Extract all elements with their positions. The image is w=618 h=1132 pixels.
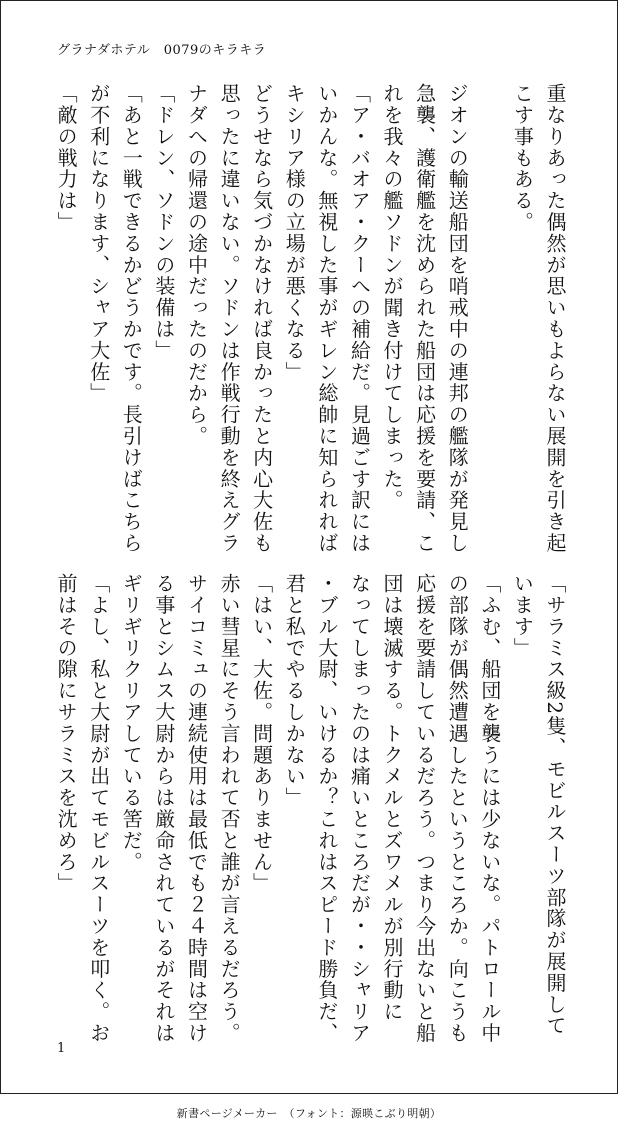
text-line: 赤い彗星にそう言われて否と誰が言えるだろう。 [217,573,242,1044]
text-line: 「あと一戦できるかどうかです。長引けばこちら [119,83,144,554]
text-line: キシリア様の立場が悪くなる」 [282,83,307,383]
text-line: ・ブル大尉、いけるか？これはスピード勝負だ、 [314,573,339,1044]
text-line: 「ふむ、船団を襲うには少ないな。パトロール中 [477,573,502,1044]
text-line: 「ア・バオア・クーへの補給だ。見過ごす訳には [347,83,372,554]
text-line: サイコミュの連続使用は最低でも２４時間は空け [184,573,209,1044]
text-line: なってしまったのは痛いところだが・・シャリア [347,573,372,1044]
text-line: ギリギリクリアしている筈だ。 [119,573,144,873]
text-line: れを我々の艦ソドンが聞き付けてしまった。 [380,83,405,511]
text-line: 重なりあった偶然が思いもよらない展開を引き起 [543,83,567,554]
text-line: 前はその隙にサラミスを沈めろ」 [54,573,79,894]
text-line: が不利になります、シャア大佐」 [86,83,111,404]
text-line: いかんな。無視した事がギレン総帥に知られれば [314,83,339,554]
text-line: 「サラミス級2隻、モビルスーツ部隊が展開して [543,573,567,1037]
text-line: 君と私でやるしかない」 [282,573,307,809]
text-line: どうせなら気づかなければ良かったと内心大佐も [249,83,274,554]
text-line: 「はい、大佐。問題ありません」 [249,573,274,894]
text-line: こす事もある。 [510,83,535,233]
text-line: の部隊が偶然遭遇したというところか。向こうも [445,573,470,1044]
text-line: 「ドレン、ソドンの装備は」 [151,83,176,362]
text-line: 急襲、護衛艦を沈められた船団は応援を要請、こ [412,83,437,554]
text-line: 団は壊滅する。トクメルとズワメルが別行動に [380,573,405,1023]
page-number: 1 [57,1041,66,1056]
text-line: います」 [510,573,535,659]
text-line: 「よし、私と大尉が出てモビルスーツを叩く。お [86,573,111,1044]
text-line: 「敵の戦力は」 [54,83,79,233]
lower-text-column [51,573,571,1044]
footer-credit: 新書ページメーカー （フォント：源暎こぶり明朝） [176,1107,442,1120]
text-line [473,83,506,533]
text-line: ナダへの帰還の途中だったのだから。 [184,83,209,447]
text-line: 応援を要請しているだろう。つまり今出ないと船 [412,573,437,1044]
page-header-title: グラナダホテル 0079のキラキラ [57,43,267,58]
upper-text-column [51,83,571,554]
text-line: る事とシムス大尉からは厳命されているがそれは [151,573,176,1044]
text-line: ジオンの輸送船団を哨戒中の連邦の艦隊が発見し [445,83,470,554]
text-line: 思ったに違いない。ソドンは作戦行動を終えグラ [217,83,242,554]
